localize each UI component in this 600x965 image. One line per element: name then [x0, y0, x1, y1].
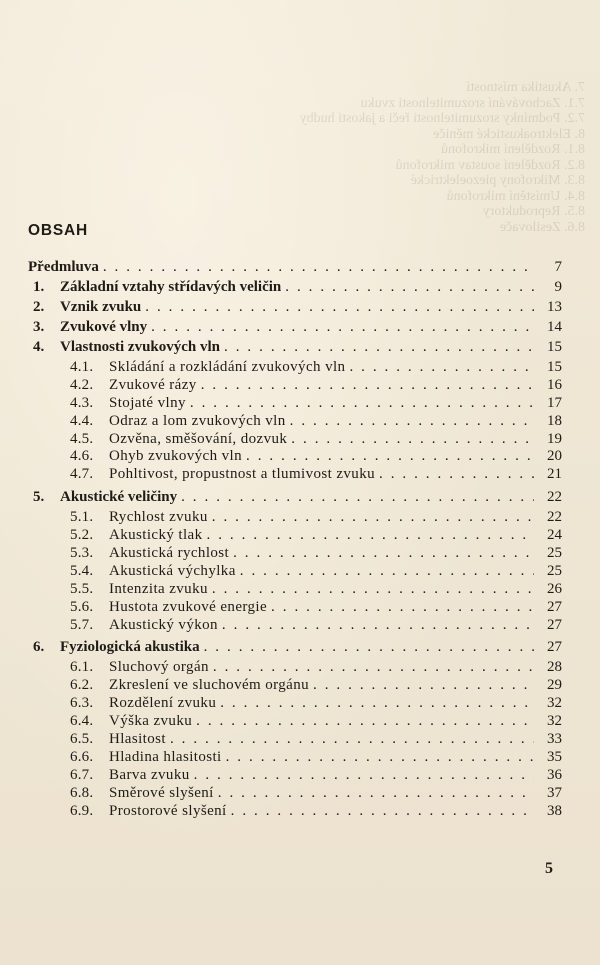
entry-title: Rozdělení zvuku — [109, 695, 217, 712]
entry-page-number: 24 — [547, 527, 562, 544]
dot-leader — [271, 599, 534, 616]
entry-page-number: 13 — [547, 299, 562, 315]
toc-section-entry[interactable] — [28, 581, 562, 599]
entry-number: 5.6. — [70, 598, 94, 615]
entry-number: 6.5. — [70, 731, 94, 748]
dot-leader — [233, 545, 534, 562]
entry-title: Zvukové rázy — [109, 376, 197, 393]
entry-title: Hladina hlasitosti — [109, 748, 222, 765]
toc-section-entry[interactable] — [28, 527, 562, 545]
entry-title: Sluchový orgán — [109, 659, 209, 676]
dot-leader — [291, 431, 534, 448]
entry-title: Předmluva — [28, 259, 99, 275]
dot-leader — [246, 448, 534, 465]
entry-number: 6. — [33, 639, 45, 656]
toc-section-entry[interactable] — [28, 731, 562, 749]
entry-title: Barva zvuku — [109, 766, 190, 783]
dot-leader — [218, 785, 534, 802]
dot-leader — [194, 767, 534, 784]
entry-number: 6.2. — [70, 677, 94, 694]
entry-title: Akustický tlak — [109, 527, 203, 544]
entry-page-number: 35 — [547, 748, 562, 765]
entry-number: 6.1. — [70, 659, 94, 676]
toc-section-entry[interactable] — [28, 749, 562, 767]
entry-page-number: 32 — [547, 695, 562, 712]
bleed-through-line: 8.2. Rozdělení soustav mikrofonů — [395, 157, 585, 173]
entry-page-number: 38 — [547, 802, 562, 819]
toc-section-entry[interactable] — [28, 803, 562, 821]
entry-page-number: 32 — [547, 713, 562, 730]
entry-page-number: 37 — [547, 784, 562, 801]
entry-page-number: 27 — [547, 639, 562, 656]
entry-page-number: 19 — [547, 430, 562, 447]
dot-leader — [349, 359, 534, 376]
entry-page-number: 28 — [547, 659, 562, 676]
entry-page-number: 18 — [547, 412, 562, 429]
entry-title: Pohltivost, propustnost a tlumivost zvuku — [109, 466, 375, 483]
entry-number: 6.7. — [70, 766, 94, 783]
entry-page-number: 15 — [547, 359, 562, 375]
entry-number: 5. — [33, 489, 45, 506]
entry-number: 5.2. — [70, 527, 94, 544]
entry-title: Intenzita zvuku — [109, 580, 208, 597]
entry-number: 1. — [33, 279, 45, 295]
bleed-through-line: 7.2. Podmínky srozumitelnosti řeči a jakosti hudby — [299, 111, 585, 126]
bleed-through-line: 8.4. Umístění mikrofonů — [446, 188, 585, 204]
entry-page-number: 20 — [547, 448, 562, 465]
entry-page-number: 25 — [547, 562, 562, 579]
toc-section-entry[interactable] — [28, 431, 562, 449]
toc-section-entry[interactable] — [28, 509, 562, 527]
entry-number: 6.3. — [70, 695, 94, 712]
dot-leader — [224, 339, 534, 356]
toc-section-entry[interactable] — [28, 448, 562, 466]
toc-section-entry[interactable] — [28, 677, 562, 695]
entry-page-number: 15 — [547, 339, 562, 355]
toc-section-entry[interactable] — [28, 545, 562, 563]
entry-number: 6.9. — [70, 802, 94, 819]
toc-front-entry[interactable] — [28, 259, 562, 279]
entry-title: Ohyb zvukových vln — [109, 448, 243, 465]
entry-title: Vlastnosti zvukových vln — [60, 339, 221, 355]
toc-section-entry[interactable] — [28, 413, 562, 431]
toc-section-entry[interactable] — [28, 767, 562, 785]
dot-leader — [103, 259, 534, 276]
dot-leader — [213, 659, 534, 676]
bleed-through-line: 8.6. Zesilovače — [499, 219, 585, 235]
entry-title: Ozvěna, směšování, dozvuk — [109, 430, 288, 447]
entry-page-number: 29 — [547, 677, 562, 694]
dot-leader — [151, 319, 534, 336]
bleed-through-text — [245, 80, 585, 235]
bleed-through-line: 8. Elektroakustické měniče — [433, 126, 585, 142]
dot-leader — [285, 279, 534, 296]
entry-page-number: 22 — [547, 489, 562, 506]
entry-title: Akustická rychlost — [109, 545, 230, 562]
toc-section-entry[interactable] — [28, 563, 562, 581]
dot-leader — [226, 749, 534, 766]
toc-section-entry[interactable] — [28, 377, 562, 395]
entry-page-number: 14 — [547, 319, 562, 335]
dot-leader — [379, 466, 534, 483]
toc-section-entry[interactable] — [28, 466, 562, 484]
toc-section-entry[interactable] — [28, 617, 562, 635]
entry-title: Skládání a rozkládání zvukových vln — [109, 359, 346, 375]
dot-leader — [231, 803, 534, 820]
entry-title: Akustické veličiny — [60, 489, 178, 506]
entry-number: 4.5. — [70, 430, 94, 447]
dot-leader — [201, 377, 534, 394]
dot-leader — [220, 695, 534, 712]
dot-leader — [207, 527, 534, 544]
entry-page-number: 27 — [547, 598, 562, 615]
entry-page-number: 9 — [554, 279, 562, 295]
entry-title: Zkreslení ve sluchovém orgánu — [109, 677, 310, 694]
entry-number: 4.2. — [70, 376, 94, 393]
dot-leader — [145, 299, 534, 316]
entry-page-number: 16 — [547, 376, 562, 393]
toc-section-entry[interactable] — [28, 713, 562, 731]
entry-title: Odraz a lom zvukových vln — [109, 412, 286, 429]
dot-leader — [290, 413, 534, 430]
toc-chapter-entry[interactable] — [28, 339, 562, 359]
entry-page-number: 17 — [547, 394, 562, 411]
entry-number: 5.4. — [70, 562, 94, 579]
entry-page-number: 22 — [547, 509, 562, 526]
dot-leader — [181, 489, 534, 506]
entry-number: 6.8. — [70, 784, 94, 801]
toc-section-entry[interactable] — [28, 359, 562, 377]
entry-number: 6.4. — [70, 713, 94, 730]
dot-leader — [196, 713, 534, 730]
bleed-through-line: 8.5. Reproduktory — [482, 204, 585, 219]
entry-number: 5.7. — [70, 616, 94, 633]
entry-title: Rychlost zvuku — [109, 509, 208, 526]
toc-heading: OBSAH — [28, 222, 88, 239]
page-number: 5 — [545, 860, 553, 877]
toc-section-entry[interactable] — [28, 785, 562, 803]
entry-title: Hlasitost — [109, 731, 166, 748]
entry-title: Akustická výchylka — [109, 562, 236, 579]
toc-chapter-entry[interactable] — [28, 299, 562, 319]
entry-number: 5.3. — [70, 545, 94, 562]
dot-leader — [190, 395, 534, 412]
dot-leader — [212, 509, 534, 526]
toc-chapter-entry[interactable] — [28, 639, 562, 659]
entry-title: Hustota zvukové energie — [109, 598, 268, 615]
entry-number: 4.7. — [70, 466, 94, 483]
dot-leader — [222, 617, 534, 634]
entry-title: Akustický výkon — [109, 616, 218, 633]
bleed-through-line: 7.1. Zachovávání srozumitelnosti zvuku — [360, 95, 585, 111]
dot-leader — [170, 731, 534, 748]
dot-leader — [313, 677, 534, 694]
entry-title: Stojaté vlny — [109, 394, 186, 411]
entry-number: 4.6. — [70, 448, 94, 465]
dot-leader — [204, 639, 534, 656]
entry-page-number: 26 — [547, 580, 562, 597]
dot-leader — [212, 581, 534, 598]
toc-section-entry[interactable] — [28, 599, 562, 617]
toc-section-entry[interactable] — [28, 695, 562, 713]
entry-number: 4.1. — [70, 359, 94, 375]
entry-number: 4.3. — [70, 394, 94, 411]
entry-page-number: 21 — [547, 466, 562, 483]
entry-number: 2. — [33, 299, 45, 315]
entry-page-number: 36 — [547, 766, 562, 783]
dot-leader — [240, 563, 534, 580]
entry-number: 3. — [33, 319, 45, 335]
toc-chapter-entry[interactable] — [28, 489, 562, 509]
bleed-through-line: 8.1. Rozdělení mikrofonů — [441, 142, 585, 157]
entry-title: Zvukové vlny — [60, 319, 148, 335]
entry-number: 4.4. — [70, 412, 94, 429]
bleed-through-line: 8.3. Mikrofony piezoelektrické — [410, 173, 585, 188]
toc-chapter-entry[interactable] — [28, 319, 562, 339]
entry-page-number: 7 — [554, 259, 562, 275]
entry-number: 6.6. — [70, 748, 94, 765]
toc-section-entry[interactable] — [28, 395, 562, 413]
entry-page-number: 27 — [547, 616, 562, 633]
entry-page-number: 25 — [547, 545, 562, 562]
toc-section-entry[interactable] — [28, 659, 562, 677]
bleed-through-line: 7. Akustika místností — [466, 80, 585, 95]
toc-chapter-entry[interactable] — [28, 279, 562, 299]
entry-title: Základní vztahy střídavých veličin — [60, 279, 282, 295]
entry-page-number: 33 — [547, 731, 562, 748]
entry-title: Výška zvuku — [109, 713, 193, 730]
entry-title: Fyziologická akustika — [60, 639, 200, 656]
entry-title: Prostorové slyšení — [109, 802, 227, 819]
entry-title: Vznik zvuku — [60, 299, 142, 315]
entry-number: 4. — [33, 339, 45, 355]
entry-number: 5.1. — [70, 509, 94, 526]
table-of-contents — [28, 259, 562, 820]
entry-number: 5.5. — [70, 580, 94, 597]
entry-title: Směrové slyšení — [109, 784, 214, 801]
